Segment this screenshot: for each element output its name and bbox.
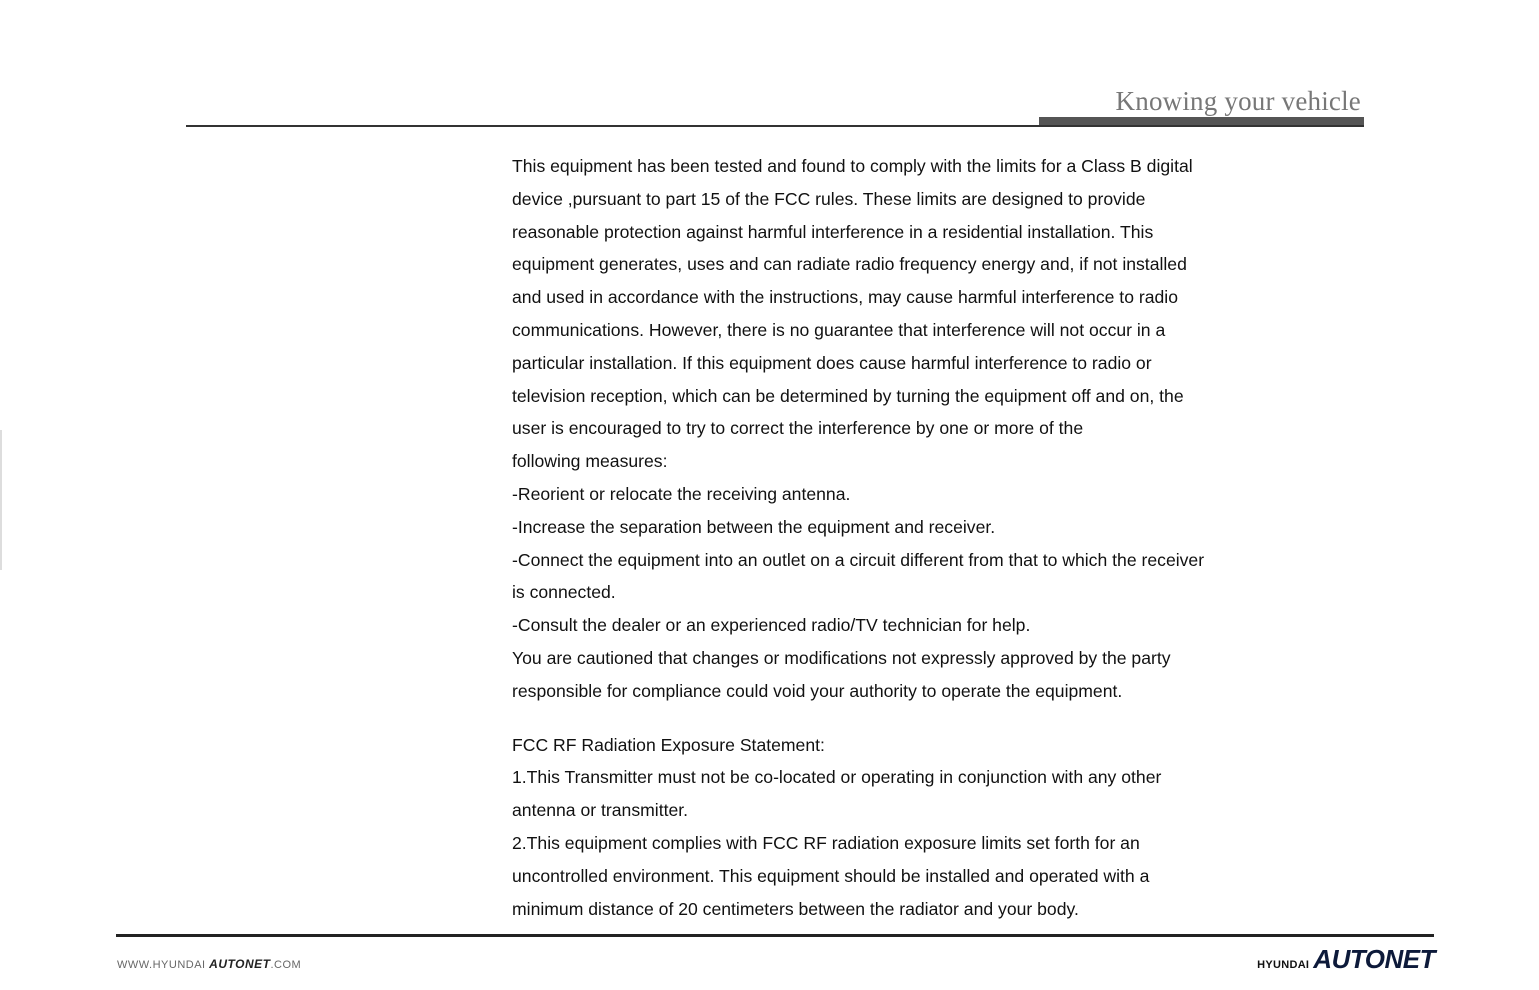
body-line: user is encouraged to try to correct the interference by one or more of the: [512, 418, 1084, 439]
header-rule: [186, 125, 1364, 127]
hyundai-autonet-logo: [1257, 944, 1435, 975]
page-edge-mark: [0, 430, 2, 570]
body-line: and used in accordance with the instructions, may cause harmful interference to radio: [512, 287, 1178, 308]
footer-website: [117, 957, 301, 971]
footer-website-brand: AUTONET: [209, 957, 271, 971]
measure-item: -Connect the equipment into an outlet on a circuit different from that to which the receiver: [512, 549, 1205, 570]
page-header-title: Knowing your vehicle: [1115, 86, 1361, 116]
body-line: reasonable protection against harmful interference in a residential installation. This: [512, 221, 1154, 242]
caution-line: responsible for compliance could void your authority to operate the equipment.: [512, 680, 1123, 701]
fcc-statement-body: [512, 150, 1252, 925]
body-line: particular installation. If this equipment does cause harmful interference to radio or: [512, 352, 1152, 373]
footer-rule: [116, 934, 1434, 937]
rf-statement-heading: FCC RF Radiation Exposure Statement:: [512, 734, 825, 755]
rf-statement-line: antenna or transmitter.: [512, 800, 689, 821]
measure-item: -Consult the dealer or an experienced radio/TV technician for help.: [512, 615, 1031, 636]
logo-brand-small: HYUNDAI: [1257, 959, 1310, 971]
rf-statement-line: minimum distance of 20 centimeters between the radiator and your body.: [512, 898, 1079, 919]
rf-statement-line: uncontrolled environment. This equipment should be installed and operated with a: [512, 865, 1150, 886]
body-line: device ,pursuant to part 15 of the FCC rules. These limits are designed to provide: [512, 188, 1146, 209]
rf-statement-line: 2.This equipment complies with FCC RF radiation exposure limits set forth for an: [512, 832, 1140, 853]
footer-website-prefix: WWW.HYUNDAI: [117, 959, 206, 971]
rf-statement-line: 1.This Transmitter must not be co-located or operating in conjunction with any other: [512, 767, 1162, 788]
body-line: television reception, which can be determined by turning the equipment off and on, the: [512, 385, 1184, 406]
paragraph-gap: [512, 708, 1252, 729]
body-line: communications. However, there is no guarantee that interference will not occur in a: [512, 319, 1166, 340]
body-line: following measures:: [512, 451, 668, 472]
footer-website-suffix: .COM: [270, 959, 302, 971]
measure-item: is connected.: [512, 582, 616, 603]
measure-item: -Reorient or relocate the receiving antenna.: [512, 483, 851, 504]
body-line: This equipment has been tested and found to comply with the limits for a Class B digital: [512, 156, 1193, 176]
logo-brand-large: AUTONET: [1313, 944, 1435, 974]
caution-line: You are cautioned that changes or modifications not expressly approved by the party: [512, 647, 1171, 668]
measure-item: -Increase the separation between the equipment and receiver.: [512, 516, 996, 537]
body-line: equipment generates, uses and can radiate radio frequency energy and, if not installed: [512, 254, 1187, 275]
